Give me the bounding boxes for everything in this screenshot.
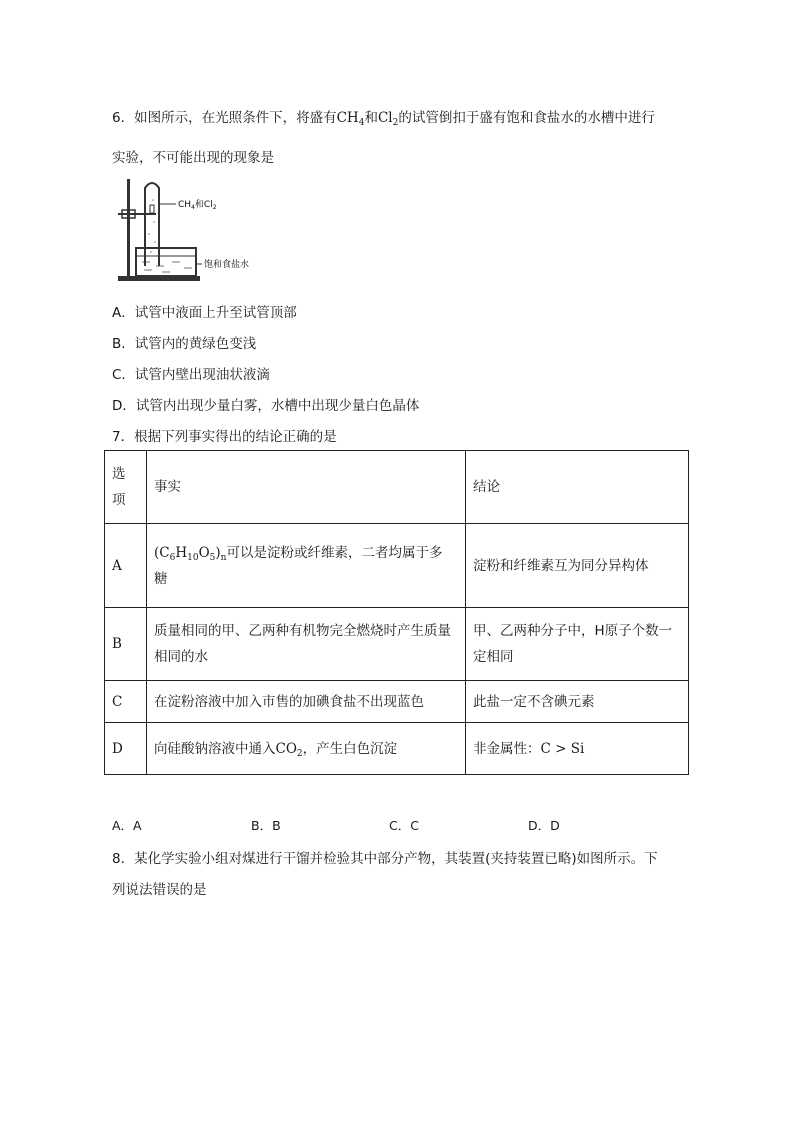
q8-stem-line2: 列说法错误的是 (112, 882, 207, 898)
row-option: D (105, 723, 147, 775)
q8-stem-line1: 8．某化学实验小组对煤进行干馏并检验其中部分产物，其装置(夹持装置已略)如图所示。下 (112, 851, 658, 867)
water-hatching (142, 262, 192, 272)
answer-d: D．D (528, 818, 560, 833)
q6-option-c: C．试管内壁出现油状液滴 (112, 367, 270, 383)
q6-stem-line1: 6．如图所示，在光照条件下，将盛有$CH_4$和$Cl_2$的试管倒扣于盛有饱和食盐水的水槽中进行 (112, 110, 655, 128)
row-fact: 在淀粉溶液中加入市售的加碘食盐不出现蓝色 (147, 681, 466, 723)
table-row (105, 524, 689, 608)
table-row (105, 723, 689, 775)
header-fact: 事实 (147, 451, 466, 524)
header-option: 选 项 (105, 451, 147, 524)
test-tube (145, 183, 159, 266)
formula-ch4: $CH_4$ (336, 110, 365, 128)
q6-option-d: D．试管内出现少量白雾，水槽中出现少量白色晶体 (112, 398, 420, 414)
test-tube-diagram (112, 176, 292, 286)
label-gas: $CH_4$和$Cl_2$ (178, 200, 217, 211)
row-fact: 质量相同的甲、乙两种有机物完全燃烧时产生质量 相同的水 (147, 608, 466, 681)
table-header-row (105, 451, 689, 524)
row-option: A (105, 524, 147, 608)
row-conclusion: 此盐一定不含碘元素 (466, 681, 689, 723)
answer-a: A．A (112, 818, 142, 833)
formula-cellulose: $(C_6H_{10}O_5)_n$ (154, 544, 227, 563)
row-option: C (105, 681, 147, 723)
tube-dots (148, 199, 156, 253)
q6-stem-line2: 实验，不可能出现的现象是 (112, 150, 274, 166)
answer-b: B．B (251, 818, 281, 833)
answer-c: C．C (389, 818, 419, 833)
row-conclusion: 非金属性：C > Si (466, 723, 689, 775)
q6-option-b: B．试管内的黄绿色变浅 (112, 336, 257, 352)
formula-co2: $CO_2$ (275, 740, 303, 759)
row-conclusion: 甲、乙两种分子中，H原子个数一 定相同 (466, 608, 689, 681)
header-conclusion: 结论 (466, 451, 689, 524)
formula-cl2: $Cl_2$ (377, 110, 399, 128)
q7-stem: 7．根据下列事实得出的结论正确的是 (112, 429, 337, 445)
table-row (105, 681, 689, 723)
q6-option-a: A．试管中液面上升至试管顶部 (112, 305, 297, 321)
row-fact: 向硅酸钠溶液中通入$CO_2$，产生白色沉淀 (147, 723, 466, 775)
q6-apparatus-figure (112, 176, 292, 286)
row-fact: $(C_6H_{10}O_5)_n$可以是淀粉或纤维素，二者均属于多 糖 (147, 524, 466, 608)
table-row (105, 608, 689, 681)
q7-table (104, 450, 689, 775)
stand-pole (127, 179, 130, 277)
row-conclusion: 淀粉和纤维素互为同分异构体 (466, 524, 689, 608)
row-option: B (105, 608, 147, 681)
label-water: 饱和食盐水 (204, 260, 250, 270)
